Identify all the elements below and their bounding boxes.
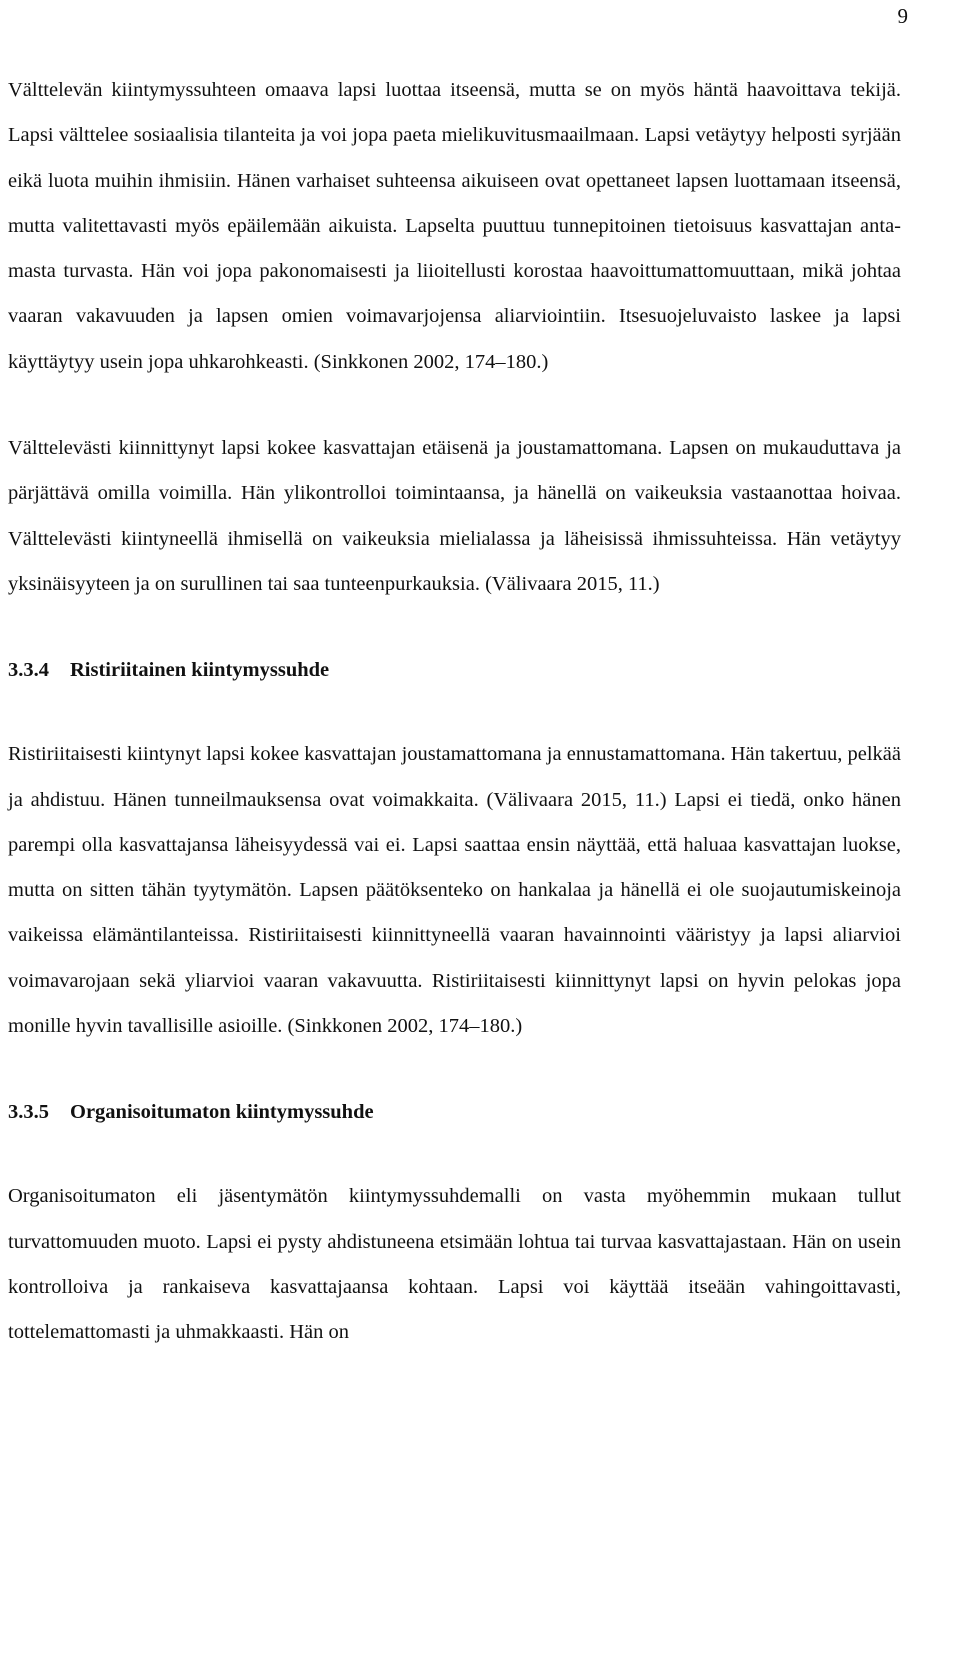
section-title: Ristiriitainen kiintymyssuhde	[70, 659, 330, 682]
paragraph-spacer	[8, 1135, 901, 1174]
paragraph-avoidant-attachment: Välttelevästi kiinnittynyt lapsi kokee kasvattajan etäisenä ja joustamattomana. Lapsen on mukauduttava ja pärjättävä omilla voimilla. Hän ylikontrolloi toimintaansa, ja hänellä on vaikeuksia vastaanottaa hoivaa. Välttelevästi kiintyneellä ihmisellä on vaikeuksia mielialassa ja läheisissä ihmissuhteissa. Hän vetäytyy yksinäisyyteen ja on surullinen tai saa tunteenpurkauksia. (Välivaara 2015, 11.)	[8, 437, 901, 595]
section-number: 3.3.4	[8, 659, 49, 682]
section-heading-3-3-5	[8, 1090, 901, 1135]
page-number: 9	[897, 4, 908, 28]
section-number: 3.3.5	[8, 1101, 49, 1124]
document-body	[8, 68, 901, 1356]
paragraph-spacer	[8, 693, 901, 732]
paragraph-spacer	[8, 385, 901, 426]
paragraph-spacer	[8, 1049, 901, 1090]
paragraph-disorganized-attachment: Organisoitumaton eli jäsentymätön kiintymyssuhdemalli on vasta myöhemmin mukaan tullut turvattomuuden muoto. Lapsi ei pysty ahdistuneena etsimään lohtua tai turvaa kasvattajastaan. Hän on usein kontrolloiva ja rankaiseva kasvattajaansa kohtaan. Lapsi voi käyttää itseään vahingoittavasti, tottelemattomasti ja uhmakkaasti. Hän on	[8, 1185, 901, 1344]
paragraph-ambivalent-attachment: Ristiriitaisesti kiintynyt lapsi kokee kasvattajan joustamattomana ja ennustamattomana. Hän takertuu, pelkää ja ahdistuu. Hänen tunneilmauksensa ovat voimakkaita. (Välivaara 2015, 11.) Lapsi ei tiedä, onko hänen parempi olla kasvattajansa läheisyydessä vai ei. Lapsi saattaa ensin näyttää, että haluaa kasvattajan luokse, mutta on sitten tähän tyytymätön. Lapsen päätöksenteko on hankalaa ja hänellä ei ole suojautumiskeinoja vaikeissa elämäntilanteissa. Ristiriitaisesti kiinnittyneellä vaaran havainnointi vääristyy ja lapsi aliarvioi voimavarojaan sekä yliarvioi vaaran vakavuutta. Ristiriitaisesti kiinnittynyt lapsi on hyvin pelokas jopa monille hyvin tavallisille asioille. (Sinkkonen 2002, 174–180.)	[8, 743, 901, 1038]
section-title: Organisoitumaton kiintymyssuhde	[70, 1101, 374, 1124]
section-heading-3-3-4	[8, 648, 901, 693]
paragraph-spacer	[8, 607, 901, 648]
paragraph-avoidant-child: Välttelevän kiintymyssuhteen omaava lapsi luottaa itseensä, mutta se on myös häntä haavoittava tekijä. Lapsi välttelee sosiaalisia tilanteita ja voi jopa paeta mielikuvitusmaailmaan. Lapsi vetäytyy helposti syrjään eikä luota muihin ihmisiin. Hänen varhaiset suhteensa aikuiseen ovat opettaneet lapsen luottamaan itseensä, mutta valitettavasti myös epäilemään aikuista. Lapselta puuttuu tunnepitoinen tietoisuus kasvattajan antamasta turvasta. Hän voi jopa pakonomaisesti ja liioitellusti korostaa haavoittumattomuuttaan, mikä johtaa vaaran vakavuuden ja lapsen omien voimavarjojensa aliarviointiin. Itsesuojeluvaisto laskee ja lapsi käyttäytyy usein jopa uhkarohkeasti. (Sinkkonen 2002, 174–180.)	[8, 79, 901, 373]
